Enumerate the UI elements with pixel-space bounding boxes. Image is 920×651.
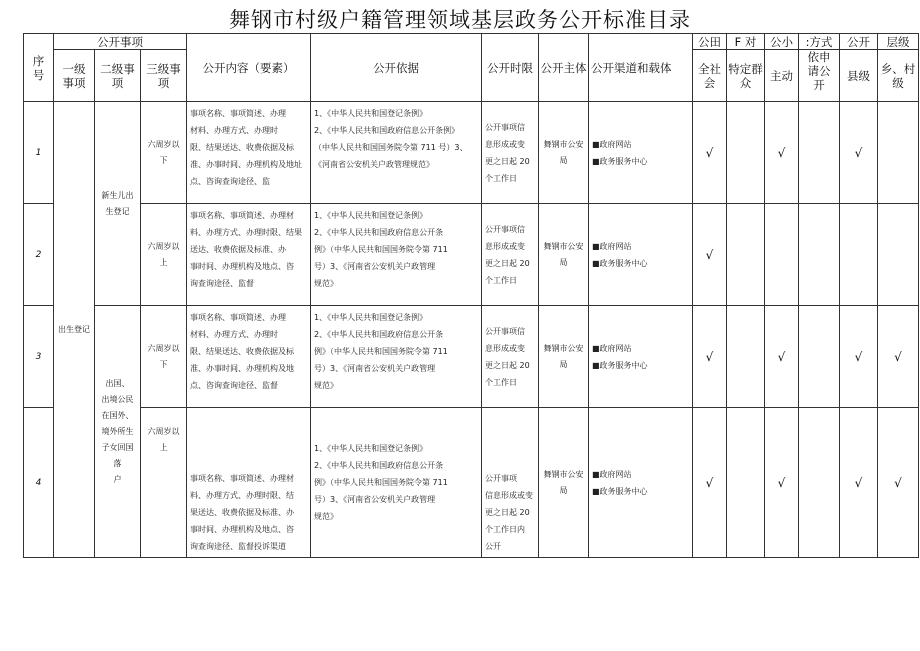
check-active: √ bbox=[765, 306, 799, 408]
header-public-item: 公开事项 bbox=[54, 34, 187, 50]
document-title: 舞钢市村级户籍管理领域基层政务公开标准目录 bbox=[229, 8, 691, 32]
check-whole-society: √ bbox=[693, 306, 727, 408]
check-whole-society: √ bbox=[693, 204, 727, 306]
content-cell: 事项名称、事项简述、办理 材料、办理方式、办理时 限、结果送达、收费依据及标 准、办事时间、办理机构及地址 点、咨询查询途径、监 bbox=[187, 102, 311, 204]
header-channel: 公开渠道和载体 bbox=[589, 34, 693, 102]
check-specific-group bbox=[727, 102, 765, 204]
check-county bbox=[840, 204, 878, 306]
time-cell: 公开事项信 息形成或变 更之日起 20 个工作日 bbox=[482, 306, 539, 408]
level2-item-overseas: 出国、 出境公民 在国外、 境外所生 子女回国 落 户 bbox=[95, 306, 141, 558]
content-cell: 事项名称、事项简述、办理材 料、办理方式、办理时限、结果 送达、收费依据及标准、办 事时间、办理机构及地点、咨 询查询途径、监督 bbox=[187, 204, 311, 306]
level3-item: 六周岁以 上 bbox=[141, 408, 187, 558]
check-active bbox=[765, 204, 799, 306]
channel-cell: ■政府网站 ■政务服务中心 bbox=[589, 306, 693, 408]
check-specific-group bbox=[727, 306, 765, 408]
subject-cell: 舞钢市公安 局 bbox=[539, 204, 589, 306]
header-object-a: 公田 bbox=[693, 34, 727, 50]
header-level-a: 公开 bbox=[840, 34, 878, 50]
table-row bbox=[24, 408, 919, 558]
time-cell: 公开事项 信息形成或变 更之日起 20 个工作日内 公开 bbox=[482, 408, 539, 558]
check-county: √ bbox=[840, 306, 878, 408]
basis-cell: 1、《中华人民共和国登记条例》 2、《中华人民共和国政府信息公开条 例》（中华人民共和国国务院令第 711 号）3、《河南省公安机关户政管理 规范》 bbox=[311, 408, 482, 558]
channel-cell: ■政府网站 ■政务服务中心 bbox=[589, 408, 693, 558]
table-row bbox=[24, 102, 919, 204]
check-active: √ bbox=[765, 102, 799, 204]
subject-cell: 舞钢市公安 局 bbox=[539, 102, 589, 204]
check-whole-society: √ bbox=[693, 408, 727, 558]
check-township: √ bbox=[878, 306, 919, 408]
check-on-request bbox=[799, 306, 840, 408]
header-county: 县级 bbox=[840, 50, 878, 102]
header-on-request: 依申 请公 开 bbox=[799, 50, 840, 102]
check-active: √ bbox=[765, 408, 799, 558]
check-on-request bbox=[799, 408, 840, 558]
time-cell: 公开事项信 息形成或变 更之日起 20 个工作日 bbox=[482, 204, 539, 306]
level3-item: 六周岁以 下 bbox=[141, 306, 187, 408]
check-specific-group bbox=[727, 408, 765, 558]
row-seq: 2 bbox=[24, 204, 54, 306]
header-mode-b: :方式 bbox=[799, 34, 840, 50]
basis-cell: 1、《中华人民共和国登记条例》 2、《中华人民共和国政府信息公开条例》 （中华人民共和国国务院令第 711 号）3、 《河南省公安机关户政管理规范》 bbox=[311, 102, 482, 204]
header-specific-group: 特定群 众 bbox=[727, 50, 765, 102]
time-cell: 公开事项信 息形成或变 更之日起 20 个工作日 bbox=[482, 102, 539, 204]
check-specific-group bbox=[727, 204, 765, 306]
basis-cell: 1、《中华人民共和国登记条例》 2、《中华人民共和国政府信息公开条 例》（中华人民共和国国务院令第 711 号）3、《河南省公安机关户政管理 规范》 bbox=[311, 306, 482, 408]
header-active: 主动 bbox=[765, 50, 799, 102]
disclosure-table bbox=[23, 33, 919, 558]
subject-cell: 舞钢市公安 局 bbox=[539, 408, 589, 558]
check-on-request bbox=[799, 102, 840, 204]
header-basis: 公开依据 bbox=[311, 34, 482, 102]
channel-cell: ■政府网站 ■政务服务中心 bbox=[589, 102, 693, 204]
channel-cell: ■政府网站 ■政务服务中心 bbox=[589, 204, 693, 306]
check-county: √ bbox=[840, 408, 878, 558]
header-level-b: 层级 bbox=[878, 34, 919, 50]
level1-item: 出生登记 bbox=[54, 102, 95, 558]
header-township: 乡、村 级 bbox=[878, 50, 919, 102]
header-subject: 公开主体 bbox=[539, 34, 589, 102]
basis-cell: 1、《中华人民共和国登记条例》 2、《中华人民共和国政府信息公开条 例》（中华人民共和国国务院令第 711 号）3、《河南省公安机关户政管理 规范》 bbox=[311, 204, 482, 306]
header-level2: 二级事项 bbox=[95, 50, 141, 102]
check-township bbox=[878, 204, 919, 306]
level3-item: 六周岁以 上 bbox=[141, 204, 187, 306]
row-seq: 3 bbox=[24, 306, 54, 408]
check-on-request bbox=[799, 204, 840, 306]
level3-item: 六周岁以 下 bbox=[141, 102, 187, 204]
table-row bbox=[24, 204, 919, 306]
table-row bbox=[24, 306, 919, 408]
header-mode-a: 公小 bbox=[765, 34, 799, 50]
header-object-b: F 对 bbox=[727, 34, 765, 50]
check-township: √ bbox=[878, 408, 919, 558]
subject-cell: 舞钢市公安 局 bbox=[539, 306, 589, 408]
header-level3: 三级事项 bbox=[141, 50, 187, 102]
level2-item-newborn: 新生儿出 生登记 bbox=[95, 102, 141, 306]
content-cell: 事项名称、事项简述、办理 材料、办理方式、办理时 限、结果送达、收费依据及标 准、办事时间、办理机构及地 点、咨询查询途径、监督 bbox=[187, 306, 311, 408]
header-whole-society: 全社 会 bbox=[693, 50, 727, 102]
check-township bbox=[878, 102, 919, 204]
header-content: 公开内容（要素） bbox=[187, 34, 311, 102]
check-whole-society: √ bbox=[693, 102, 727, 204]
header-level1: 一级 事项 bbox=[54, 50, 95, 102]
row-seq: 4 bbox=[24, 408, 54, 558]
header-time: 公开时限 bbox=[482, 34, 539, 102]
header-seq: 序 号 bbox=[24, 34, 54, 102]
row-seq: 1 bbox=[24, 102, 54, 204]
check-county: √ bbox=[840, 102, 878, 204]
content-cell: 事项名称、事项简述、办理材 料、办理方式、办理时限、结 果送达、收费依据及标准、办 事时间、办理机构及地点、咨 询查询途径、监督投诉渠道 bbox=[187, 408, 311, 558]
